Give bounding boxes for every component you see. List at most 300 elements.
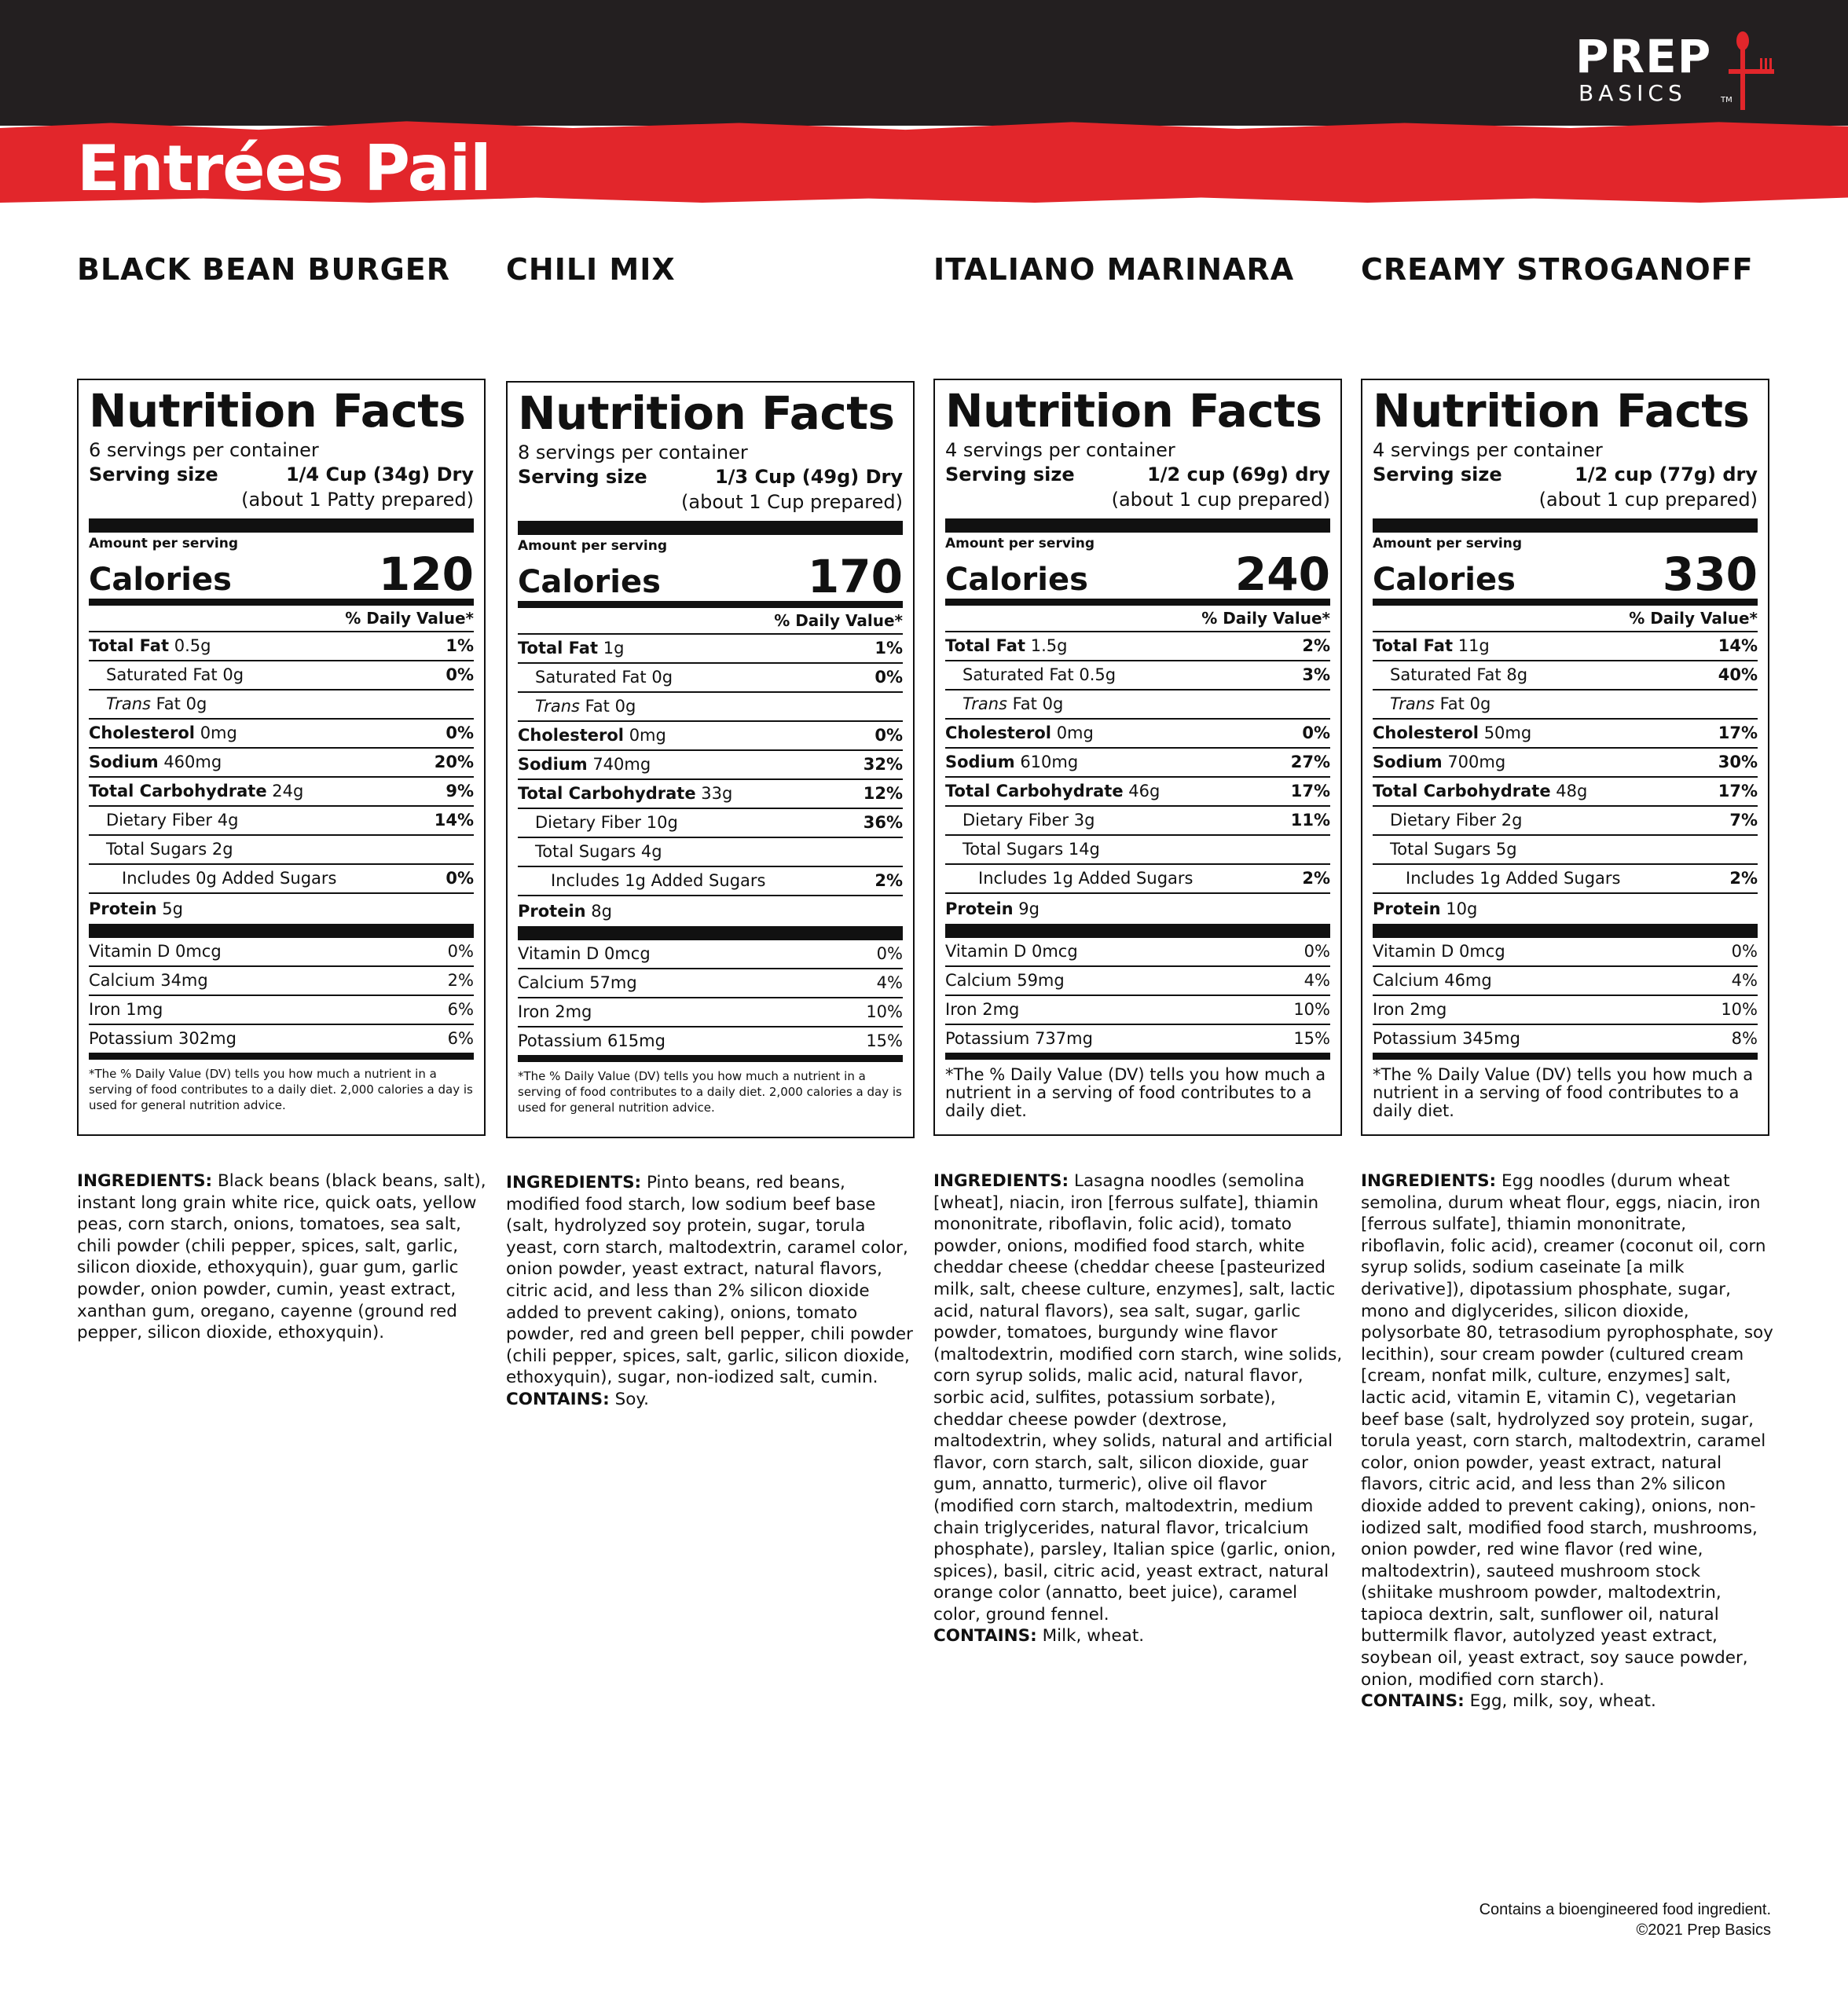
iron-label: Iron — [945, 1000, 977, 1019]
calories-label: Calories — [518, 564, 661, 600]
trans-fat-amount: 0g — [185, 694, 207, 713]
contains-text: Egg, milk, soy, wheat. — [1469, 1691, 1656, 1712]
calories-label: Calories — [1373, 562, 1516, 598]
total-fat-dv: 1% — [446, 636, 474, 655]
carbohydrate-label: Total Carbohydrate — [1373, 782, 1551, 800]
fiber-amount: 2g — [1501, 811, 1523, 830]
daily-value-footnote: *The % Daily Value (DV) tells you how much a nutrient in a serving of food contributes to a daily diet. 2,000 calories a day is used for general nutrition advice. — [518, 1069, 902, 1115]
serving-size-prepared: (about 1 cup prepared) — [1111, 489, 1330, 511]
vitamin-d-label: Vitamin D — [89, 942, 170, 961]
carbohydrate-dv: 12% — [863, 784, 903, 803]
carbohydrate-label: Total Carbohydrate — [89, 782, 267, 800]
carbohydrate-dv: 17% — [1290, 782, 1330, 800]
fiber-dv: 11% — [1290, 811, 1330, 830]
ingredients-block — [933, 1170, 1346, 1647]
serving-size-row — [945, 462, 1330, 487]
iron-dv: 10% — [1721, 1000, 1758, 1019]
trans-fat-word: Fat — [585, 697, 610, 716]
serving-size-label: Serving size — [518, 466, 647, 488]
potassium-amount: 302mg — [178, 1029, 236, 1048]
added-sugars-dv: 0% — [446, 869, 474, 888]
added-sugars-row — [518, 867, 903, 896]
trans-fat-amount: 0g — [614, 697, 636, 716]
total-fat-amount: 0.5g — [174, 636, 211, 655]
nf-title: Nutrition Facts — [945, 384, 1322, 438]
ingredients-text: Black beans (black beans, salt), instant long grain white rice, quick oats, yellow peas, corn starch, onions, tomatoes, sea salt, chili powder (chili pepper, spices, salt, garlic, silicon dioxide, ethoxyquin), guar gum, garlic powder, onion powder, cumin, yeast extract, xanthan gum, oregano, cayenne (ground red pepper, silicon dioxide, ethoxyquin). — [77, 1171, 486, 1343]
logo-wordmark-top: PREP — [1575, 30, 1712, 83]
ingredients-text: Pinto beans, red beans, modified food starch, low sodium beef base (salt, hydrolyzed soy protein, sugar, torula yeast, corn starch, maltodextrin, caramel color, onion powder, yeast extract, natural flavors, citric acid, and less than 2% silicon dioxide added to prevent caking), onions, tomato powder, red and green bell pepper, chili powder (chili pepper, spices, salt, garlic, silicon dioxide, ethoxyquin), sugar, non-iodized salt, cumin. — [506, 1173, 913, 1388]
calories-row — [89, 548, 474, 606]
iron-dv: 10% — [866, 1002, 903, 1021]
iron-row — [518, 998, 903, 1027]
sodium-row — [89, 749, 474, 778]
vitamin-d-amount: 0mcg — [1031, 942, 1078, 961]
serving-size-label: Serving size — [945, 463, 1075, 485]
fiber-dv: 14% — [434, 811, 474, 830]
contains-label: CONTAINS: — [1361, 1691, 1465, 1712]
protein-amount: 8g — [591, 902, 612, 921]
contains-label: CONTAINS: — [933, 1626, 1037, 1647]
saturated-fat-label: Saturated Fat — [106, 665, 218, 684]
protein-amount: 9g — [1018, 899, 1040, 918]
serving-size-value: 1/3 Cup (49g) Dry — [714, 466, 903, 488]
serving-size-prepared: (about 1 Cup prepared) — [681, 491, 903, 513]
contains-label: CONTAINS: — [506, 1389, 610, 1409]
nutrition-facts-label — [77, 379, 486, 1136]
cholesterol-label: Cholesterol — [1373, 723, 1479, 742]
product-name: ITALIANO MARINARA — [933, 252, 1295, 287]
added-sugars-row — [945, 865, 1330, 894]
includes-word: Includes — [122, 869, 191, 888]
added-sugars-amount: 1g — [1480, 869, 1501, 888]
daily-value-footnote: *The % Daily Value (DV) tells you how much a nutrient in a serving of food contributes to a daily diet. — [945, 1065, 1326, 1120]
footer-note — [1480, 1899, 1771, 1940]
carbohydrate-row — [1373, 778, 1758, 807]
potassium-amount: 345mg — [1462, 1029, 1520, 1048]
nf-title: Nutrition Facts — [89, 384, 466, 438]
serving-size-prepared: (about 1 Patty prepared) — [241, 489, 474, 511]
serving-size-value: 1/4 Cup (34g) Dry — [285, 463, 474, 485]
fiber-amount: 4g — [217, 811, 239, 830]
added-sugars-word: Added Sugars — [651, 871, 766, 890]
protein-amount: 10g — [1446, 899, 1478, 918]
protein-amount: 5g — [162, 899, 183, 918]
trans-fat-word: Fat — [156, 694, 181, 713]
divider-thick — [1373, 518, 1758, 533]
calcium-row — [1373, 967, 1758, 996]
total-sugars-label: Total Sugars — [106, 840, 207, 859]
total-sugars-row — [518, 838, 903, 867]
calcium-dv: 4% — [876, 973, 903, 992]
potassium-row — [945, 1025, 1330, 1060]
divider-thick — [89, 518, 474, 533]
added-sugars-word: Added Sugars — [1078, 869, 1194, 888]
vitamin-d-row — [1373, 938, 1758, 967]
nutrition-facts-label — [506, 381, 915, 1138]
total-fat-row — [89, 632, 474, 661]
protein-label: Protein — [1373, 899, 1441, 918]
added-sugars-amount: 1g — [1052, 869, 1073, 888]
potassium-dv: 15% — [1293, 1029, 1330, 1048]
carbohydrate-label: Total Carbohydrate — [518, 784, 696, 803]
amount-per-serving: Amount per serving — [1373, 536, 1523, 551]
nf-title: Nutrition Facts — [1373, 384, 1750, 438]
includes-word: Includes — [978, 869, 1047, 888]
servings-per-container: 4 servings per container — [945, 439, 1175, 461]
cholesterol-amount: 0mg — [200, 723, 237, 742]
added-sugars-row — [1373, 865, 1758, 894]
potassium-label: Potassium — [945, 1029, 1030, 1048]
saturated-fat-dv: 3% — [1302, 665, 1330, 684]
sodium-dv: 32% — [863, 755, 903, 774]
nf-title: Nutrition Facts — [518, 386, 895, 440]
serving-size-label: Serving size — [89, 463, 218, 485]
sodium-dv: 20% — [434, 753, 474, 771]
sodium-amount: 610mg — [1020, 753, 1079, 771]
carbohydrate-dv: 17% — [1718, 782, 1758, 800]
cholesterol-amount: 50mg — [1483, 723, 1532, 742]
potassium-label: Potassium — [89, 1029, 174, 1048]
protein-label: Protein — [945, 899, 1014, 918]
fiber-amount: 10g — [646, 813, 678, 832]
calories-value: 120 — [378, 548, 474, 601]
serving-size-prepared: (about 1 cup prepared) — [1538, 489, 1758, 511]
iron-amount: 2mg — [982, 1000, 1020, 1019]
calcium-row — [89, 967, 474, 996]
vitamin-d-dv: 0% — [1304, 942, 1330, 961]
added-sugars-word: Added Sugars — [222, 869, 337, 888]
spoon-fork-icon — [1729, 30, 1776, 112]
added-sugars-dv: 2% — [1729, 869, 1758, 888]
iron-label: Iron — [1373, 1000, 1405, 1019]
ingredients-label: INGREDIENTS: — [933, 1171, 1069, 1191]
calories-label: Calories — [89, 562, 232, 598]
saturated-fat-row — [518, 664, 903, 693]
ingredients-text: Egg noodles (durum wheat semolina, durum wheat flour, eggs, niacin, iron [ferrous sulfate], thiamin mononitrate, riboflavin, folic acid), creamer (coconut oil, corn syrup solids, sodium caseinate [a milk derivative]), dipotassium phosphate, sugar, mono and diglycerides, silicon dioxide, polysorbate 80, tetrasodium pyrophosphate, soy lecithin), sour cream powder (cultured cream [cream, nonfat milk, culture, enzymes] salt, lactic acid, vitamin E, vitamin C), vegetarian beef base (salt, hydrolyzed soy protein, sugar, torula yeast, corn starch, maltodextrin, caramel color, onion powder, yeast extract, natural flavors, citric acid, and less than 2% silicon dioxide added to prevent caking), onions, non-iodized salt, modified food starch, mushrooms, onion powder, red wine flavor (red wine, maltodextrin), sauteed mushroom stock (shiitake mushroom powder, maltodextrin, tapioca dextrin, salt, sunflower oil, natural buttermilk flavor, autolyzed yeast extract, soybean oil, yeast extract, soy sauce powder, onion, modified corn starch). — [1361, 1171, 1773, 1690]
carbohydrate-dv: 9% — [446, 782, 474, 800]
saturated-fat-label: Saturated Fat — [962, 665, 1074, 684]
total-sugars-label: Total Sugars — [1390, 840, 1491, 859]
servings-per-container: 6 servings per container — [89, 439, 319, 461]
potassium-amount: 737mg — [1035, 1029, 1093, 1048]
daily-value-header: % Daily Value* — [1373, 606, 1758, 632]
iron-row — [1373, 996, 1758, 1025]
total-fat-label: Total Fat — [89, 636, 170, 655]
copyright: ©2021 Prep Basics — [1636, 1921, 1771, 1939]
logo-trademark: TM — [1721, 96, 1732, 104]
potassium-label: Potassium — [518, 1031, 603, 1050]
header-dark-band — [0, 0, 1848, 126]
ingredients-block — [77, 1170, 490, 1344]
serving-size-value: 1/2 cup (77g) dry — [1575, 463, 1758, 485]
serving-size-label: Serving size — [1373, 463, 1502, 485]
product-name: BLACK BEAN BURGER — [77, 252, 451, 287]
total-fat-row — [518, 635, 903, 664]
total-sugars-row — [1373, 836, 1758, 865]
protein-row — [945, 894, 1330, 938]
total-sugars-row — [89, 836, 474, 865]
ingredients-block — [1361, 1170, 1773, 1712]
trans-fat-amount: 0g — [1042, 694, 1064, 713]
total-fat-label: Total Fat — [518, 639, 599, 658]
serving-size-row — [89, 462, 474, 487]
total-fat-label: Total Fat — [945, 636, 1026, 655]
sodium-label: Sodium — [89, 753, 159, 771]
sodium-amount: 740mg — [592, 755, 651, 774]
saturated-fat-amount: 8g — [1506, 665, 1528, 684]
sodium-row — [1373, 749, 1758, 778]
cholesterol-row — [945, 720, 1330, 749]
vitamin-d-label: Vitamin D — [518, 944, 600, 963]
total-sugars-label: Total Sugars — [535, 842, 636, 861]
contains-line — [933, 1625, 1346, 1647]
vitamin-d-dv: 0% — [1731, 942, 1758, 961]
sodium-label: Sodium — [1373, 753, 1443, 771]
sodium-dv: 27% — [1290, 753, 1330, 771]
saturated-fat-label: Saturated Fat — [1390, 665, 1502, 684]
fiber-row — [518, 809, 903, 838]
amount-per-serving: Amount per serving — [89, 536, 239, 551]
total-fat-row — [945, 632, 1330, 661]
calcium-row — [945, 967, 1330, 996]
trans-fat-row — [89, 690, 474, 720]
includes-word: Includes — [1406, 869, 1475, 888]
saturated-fat-dv: 0% — [874, 668, 903, 687]
product-name: CREAMY STROGANOFF — [1361, 252, 1754, 287]
added-sugars-dv: 2% — [874, 871, 903, 890]
iron-row — [945, 996, 1330, 1025]
calcium-dv: 2% — [447, 971, 474, 990]
trans-label: Trans — [1390, 694, 1435, 713]
sodium-label: Sodium — [945, 753, 1015, 771]
calcium-dv: 4% — [1731, 971, 1758, 990]
sodium-amount: 700mg — [1447, 753, 1506, 771]
calcium-dv: 4% — [1304, 971, 1330, 990]
amount-per-serving: Amount per serving — [945, 536, 1095, 551]
product-name: CHILI MIX — [506, 252, 676, 287]
iron-label: Iron — [518, 1002, 550, 1021]
calcium-row — [518, 969, 903, 998]
protein-row — [518, 896, 903, 940]
vitamin-d-amount: 0mcg — [603, 944, 651, 963]
potassium-dv: 6% — [447, 1029, 474, 1048]
protein-label: Protein — [518, 902, 586, 921]
contains-text: Milk, wheat. — [1042, 1626, 1145, 1647]
protein-label: Protein — [89, 899, 157, 918]
trans-fat-row — [1373, 690, 1758, 720]
carbohydrate-row — [89, 778, 474, 807]
calories-row — [518, 550, 903, 608]
daily-value-header: % Daily Value* — [518, 608, 903, 635]
cholesterol-label: Cholesterol — [945, 723, 1051, 742]
servings-per-container: 4 servings per container — [1373, 439, 1603, 461]
trans-fat-row — [945, 690, 1330, 720]
total-sugars-row — [945, 836, 1330, 865]
carbohydrate-amount: 33g — [701, 784, 733, 803]
carbohydrate-amount: 48g — [1556, 782, 1588, 800]
saturated-fat-label: Saturated Fat — [535, 668, 647, 687]
amount-per-serving: Amount per serving — [518, 538, 668, 554]
total-fat-row — [1373, 632, 1758, 661]
cholesterol-amount: 0mg — [629, 726, 666, 745]
divider-thick — [518, 521, 903, 535]
includes-word: Includes — [551, 871, 620, 890]
trans-label: Trans — [106, 694, 151, 713]
total-sugars-amount: 5g — [1495, 840, 1517, 859]
divider-thick — [945, 518, 1330, 533]
total-fat-amount: 1.5g — [1030, 636, 1068, 655]
potassium-amount: 615mg — [607, 1031, 666, 1050]
potassium-row — [518, 1027, 903, 1062]
total-sugars-amount: 14g — [1068, 840, 1100, 859]
potassium-row — [89, 1025, 474, 1060]
serving-size-value: 1/2 cup (69g) dry — [1147, 463, 1330, 485]
calcium-label: Calcium — [89, 971, 156, 990]
vitamin-d-label: Vitamin D — [945, 942, 1027, 961]
serving-size-row — [518, 464, 903, 489]
serving-size-row — [1373, 462, 1758, 487]
calories-row — [1373, 548, 1758, 606]
carbohydrate-amount: 24g — [272, 782, 304, 800]
logo-wordmark-bottom: BASICS — [1578, 80, 1687, 106]
calories-value: 240 — [1234, 548, 1330, 601]
fiber-row — [945, 807, 1330, 836]
ingredients-block — [506, 1172, 918, 1411]
added-sugars-amount: 0g — [196, 869, 217, 888]
saturated-fat-row — [89, 661, 474, 690]
total-fat-amount: 1g — [603, 639, 625, 658]
daily-value-footnote: *The % Daily Value (DV) tells you how much a nutrient in a serving of food contributes to a daily diet. — [1373, 1065, 1754, 1120]
added-sugars-word: Added Sugars — [1505, 869, 1621, 888]
iron-row — [89, 996, 474, 1025]
fiber-dv: 7% — [1729, 811, 1758, 830]
calcium-amount: 46mg — [1444, 971, 1492, 990]
saturated-fat-amount: 0.5g — [1079, 665, 1116, 684]
fiber-label: Dietary Fiber — [535, 813, 642, 832]
total-fat-dv: 14% — [1718, 636, 1758, 655]
cholesterol-label: Cholesterol — [518, 726, 624, 745]
fiber-label: Dietary Fiber — [962, 811, 1069, 830]
calcium-amount: 59mg — [1017, 971, 1065, 990]
daily-value-footnote: *The % Daily Value (DV) tells you how much a nutrient in a serving of food contributes to a daily diet. 2,000 calories a day is used for general nutrition advice. — [89, 1067, 473, 1112]
saturated-fat-dv: 0% — [446, 665, 474, 684]
vitamin-d-amount: 0mcg — [174, 942, 222, 961]
nutrition-facts-label — [1361, 379, 1769, 1136]
total-fat-dv: 1% — [874, 639, 903, 658]
contains-line — [1361, 1690, 1773, 1712]
calcium-label: Calcium — [945, 971, 1012, 990]
trans-fat-row — [518, 693, 903, 722]
trans-fat-word: Fat — [1012, 694, 1037, 713]
calcium-amount: 57mg — [589, 973, 637, 992]
sodium-dv: 30% — [1718, 753, 1758, 771]
cholesterol-dv: 0% — [446, 723, 474, 742]
potassium-row — [1373, 1025, 1758, 1060]
iron-dv: 6% — [447, 1000, 474, 1019]
calories-value: 170 — [807, 550, 903, 603]
potassium-dv: 15% — [866, 1031, 903, 1050]
vitamin-d-dv: 0% — [447, 942, 474, 961]
trans-label: Trans — [535, 697, 580, 716]
carbohydrate-row — [945, 778, 1330, 807]
cholesterol-row — [89, 720, 474, 749]
saturated-fat-row — [1373, 661, 1758, 690]
vitamin-d-row — [945, 938, 1330, 967]
saturated-fat-amount: 0g — [651, 668, 673, 687]
added-sugars-row — [89, 865, 474, 894]
brand-logo — [1575, 30, 1780, 108]
daily-value-header: % Daily Value* — [89, 606, 474, 632]
calcium-label: Calcium — [1373, 971, 1439, 990]
sodium-amount: 460mg — [163, 753, 222, 771]
saturated-fat-row — [945, 661, 1330, 690]
calcium-amount: 34mg — [160, 971, 208, 990]
contains-line — [506, 1389, 918, 1411]
potassium-label: Potassium — [1373, 1029, 1458, 1048]
trans-label: Trans — [962, 694, 1007, 713]
fiber-label: Dietary Fiber — [106, 811, 213, 830]
sodium-row — [945, 749, 1330, 778]
fiber-dv: 36% — [863, 813, 903, 832]
iron-amount: 2mg — [1410, 1000, 1447, 1019]
total-fat-amount: 11g — [1458, 636, 1490, 655]
ingredients-text: Lasagna noodles (semolina [wheat], niacin, iron [ferrous sulfate], thiamin mononitrate, riboflavin, folic acid), tomato powder, onions, modified food starch, white cheddar cheese (cheddar cheese [pasteurized milk, salt, cheese culture, enzymes], salt, lactic acid, natural flavors), sea salt, sugar, garlic powder, tomatoes, burgundy wine flavor (maltodextrin, modified corn starch, wine solids, corn syrup solids, malic acid, natural flavor, sorbic acid, sulfites, potassium sorbate), cheddar cheese powder (dextrose, maltodextrin, whey solids, natural and artificial flavor, corn starch, salt, silicon dioxide, guar gum, annatto, turmeric), olive oil flavor (modified corn starch, maltodextrin, medium chain triglycerides, natural flavor, tricalcium phosphate), parsley, Italian spice (garlic, onion, spices), basil, citric acid, yeast extract, natural orange color (annatto, beet juice), caramel color, ground fennel. — [933, 1171, 1343, 1625]
carbohydrate-label: Total Carbohydrate — [945, 782, 1124, 800]
total-fat-dv: 2% — [1302, 636, 1330, 655]
cholesterol-amount: 0mg — [1056, 723, 1094, 742]
vitamin-d-dv: 0% — [876, 944, 903, 963]
saturated-fat-amount: 0g — [222, 665, 244, 684]
vitamin-d-amount: 0mcg — [1458, 942, 1505, 961]
calcium-label: Calcium — [518, 973, 585, 992]
iron-amount: 2mg — [555, 1002, 592, 1021]
ingredients-label: INGREDIENTS: — [1361, 1171, 1497, 1191]
protein-row — [89, 894, 474, 938]
sodium-row — [518, 751, 903, 780]
vitamin-d-row — [89, 938, 474, 967]
iron-dv: 10% — [1293, 1000, 1330, 1019]
vitamin-d-row — [518, 940, 903, 969]
total-sugars-label: Total Sugars — [962, 840, 1064, 859]
total-sugars-amount: 2g — [211, 840, 233, 859]
fiber-amount: 3g — [1073, 811, 1095, 830]
ingredients-label: INGREDIENTS: — [77, 1171, 213, 1191]
cholesterol-dv: 0% — [874, 726, 903, 745]
total-sugars-amount: 4g — [640, 842, 662, 861]
nutrition-facts-label — [933, 379, 1342, 1136]
total-fat-label: Total Fat — [1373, 636, 1454, 655]
cholesterol-row — [518, 722, 903, 751]
carbohydrate-amount: 46g — [1128, 782, 1160, 800]
vitamin-d-label: Vitamin D — [1373, 942, 1454, 961]
added-sugars-dv: 2% — [1302, 869, 1330, 888]
daily-value-header: % Daily Value* — [945, 606, 1330, 632]
calories-value: 330 — [1662, 548, 1758, 601]
protein-row — [1373, 894, 1758, 938]
calories-label: Calories — [945, 562, 1088, 598]
calories-row — [945, 548, 1330, 606]
fiber-row — [1373, 807, 1758, 836]
potassium-dv: 8% — [1731, 1029, 1758, 1048]
sodium-label: Sodium — [518, 755, 588, 774]
fiber-row — [89, 807, 474, 836]
cholesterol-label: Cholesterol — [89, 723, 195, 742]
cholesterol-dv: 17% — [1718, 723, 1758, 742]
fiber-label: Dietary Fiber — [1390, 811, 1497, 830]
added-sugars-amount: 1g — [625, 871, 646, 890]
ingredients-label: INGREDIENTS: — [506, 1173, 642, 1192]
trans-fat-word: Fat — [1439, 694, 1465, 713]
